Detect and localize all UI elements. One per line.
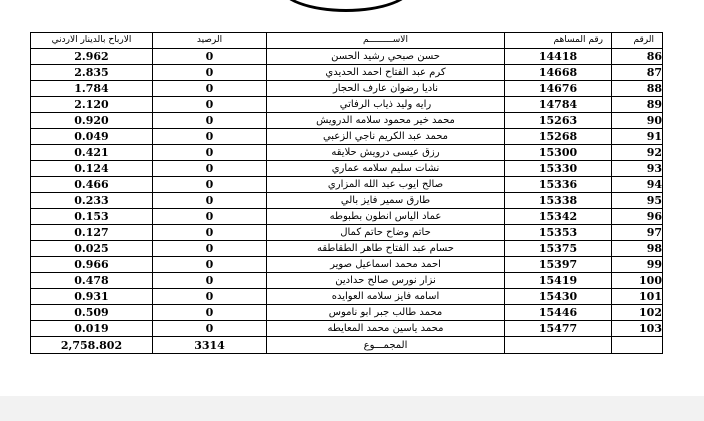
row-profit: 0.127 — [31, 225, 153, 241]
row-number: 14784 — [505, 97, 612, 113]
row-name: اسامه فايز سلامه العوايده — [267, 289, 505, 305]
row-profit: 0.478 — [31, 273, 153, 289]
row-id: 91 — [612, 129, 663, 145]
row-name: نشات سليم سلامه عماري — [267, 161, 505, 177]
row-balance: 0 — [153, 305, 267, 321]
table-row — [31, 225, 663, 241]
row-balance: 0 — [153, 289, 267, 305]
row-number: 15338 — [505, 193, 612, 209]
row-profit: 2.120 — [31, 97, 153, 113]
row-number: 15419 — [505, 273, 612, 289]
header-balance: الرصيد — [153, 33, 267, 49]
row-balance: 0 — [153, 65, 267, 81]
row-balance: 0 — [153, 321, 267, 337]
row-name: صالح ايوب عبد الله المزاري — [267, 177, 505, 193]
row-number: 15353 — [505, 225, 612, 241]
row-name: حسام عبد الفتاح طاهر الطقاطقه — [267, 241, 505, 257]
row-number: 14668 — [505, 65, 612, 81]
row-balance: 0 — [153, 273, 267, 289]
shareholders-table — [30, 32, 663, 354]
row-profit: 0.466 — [31, 177, 153, 193]
row-name: نزار نورس صالح حدادين — [267, 273, 505, 289]
row-name: حاتم وضاح حاتم كمال — [267, 225, 505, 241]
row-number: 14676 — [505, 81, 612, 97]
row-balance: 0 — [153, 193, 267, 209]
row-id: 100 — [612, 273, 663, 289]
row-id: 92 — [612, 145, 663, 161]
row-id: 96 — [612, 209, 663, 225]
row-number: 15397 — [505, 257, 612, 273]
row-name: رايه وليد ذياب الرفاتي — [267, 97, 505, 113]
row-name: حسن صبحي رشيد الحسن — [267, 49, 505, 65]
row-id: 89 — [612, 97, 663, 113]
row-profit: 2.962 — [31, 49, 153, 65]
table-row — [31, 305, 663, 321]
row-profit: 0.124 — [31, 161, 153, 177]
row-balance: 0 — [153, 209, 267, 225]
table-row — [31, 161, 663, 177]
table-row — [31, 209, 663, 225]
header-number: رقم المساهم — [505, 33, 612, 49]
total-balance: 3314 — [153, 337, 267, 354]
row-id: 88 — [612, 81, 663, 97]
total-blank — [505, 337, 612, 354]
row-balance: 0 — [153, 177, 267, 193]
row-name: عماد الياس انطون بطبوطه — [267, 209, 505, 225]
row-id: 93 — [612, 161, 663, 177]
table-row — [31, 273, 663, 289]
row-balance: 0 — [153, 49, 267, 65]
row-name: احمد محمد اسماعيل صوير — [267, 257, 505, 273]
row-balance: 0 — [153, 97, 267, 113]
row-number: 15342 — [505, 209, 612, 225]
row-id: 94 — [612, 177, 663, 193]
row-profit: 0.049 — [31, 129, 153, 145]
row-profit: 0.920 — [31, 113, 153, 129]
row-id: 95 — [612, 193, 663, 209]
row-balance: 0 — [153, 241, 267, 257]
row-id: 98 — [612, 241, 663, 257]
row-balance: 0 — [153, 129, 267, 145]
table-row — [31, 289, 663, 305]
row-balance: 0 — [153, 113, 267, 129]
row-profit: 0.509 — [31, 305, 153, 321]
row-name: محمد خير محمود سلامه الدرويش — [267, 113, 505, 129]
row-number: 15268 — [505, 129, 612, 145]
header-oval — [279, 0, 413, 12]
table-row — [31, 145, 663, 161]
row-name: محمد طالب جبر ابو ناموس — [267, 305, 505, 321]
row-name: طارق سمير فايز بالي — [267, 193, 505, 209]
total-label: المجمـــوع — [267, 337, 505, 354]
header-name: الاســـــــــم — [267, 33, 505, 49]
row-id: 101 — [612, 289, 663, 305]
row-number: 15300 — [505, 145, 612, 161]
row-id: 86 — [612, 49, 663, 65]
header-profit: الارباح بالدينار الاردني — [31, 33, 153, 49]
row-balance: 0 — [153, 257, 267, 273]
row-name: محمد ياسين محمد المعايطه — [267, 321, 505, 337]
table-row — [31, 97, 663, 113]
row-balance: 0 — [153, 161, 267, 177]
row-number: 15263 — [505, 113, 612, 129]
row-number: 15336 — [505, 177, 612, 193]
table-row — [31, 81, 663, 97]
row-balance: 0 — [153, 81, 267, 97]
row-name: رزق عيسى درويش حلايقه — [267, 145, 505, 161]
table-row — [31, 129, 663, 145]
row-profit: 0.966 — [31, 257, 153, 273]
table-row — [31, 49, 663, 65]
row-profit: 0.025 — [31, 241, 153, 257]
row-number: 15375 — [505, 241, 612, 257]
row-name: كرم عبد الفتاح احمد الحديدي — [267, 65, 505, 81]
row-number: 15330 — [505, 161, 612, 177]
table-header-row — [31, 33, 663, 49]
row-profit: 0.233 — [31, 193, 153, 209]
table-row — [31, 241, 663, 257]
row-profit: 0.019 — [31, 321, 153, 337]
table-row — [31, 113, 663, 129]
row-number: 15446 — [505, 305, 612, 321]
row-number: 15477 — [505, 321, 612, 337]
total-blank — [612, 337, 663, 354]
row-balance: 0 — [153, 225, 267, 241]
table-row — [31, 257, 663, 273]
total-row — [31, 337, 663, 354]
table-row — [31, 177, 663, 193]
row-id: 99 — [612, 257, 663, 273]
row-profit: 0.421 — [31, 145, 153, 161]
table-row — [31, 321, 663, 337]
row-id: 90 — [612, 113, 663, 129]
row-id: 103 — [612, 321, 663, 337]
row-id: 97 — [612, 225, 663, 241]
row-id: 87 — [612, 65, 663, 81]
header-id: الرقم — [612, 33, 663, 49]
row-number: 15430 — [505, 289, 612, 305]
table-row — [31, 193, 663, 209]
row-name: ناديا رضوان عارف الحجار — [267, 81, 505, 97]
row-profit: 2.835 — [31, 65, 153, 81]
row-id: 102 — [612, 305, 663, 321]
row-balance: 0 — [153, 145, 267, 161]
row-number: 14418 — [505, 49, 612, 65]
row-profit: 0.153 — [31, 209, 153, 225]
row-name: محمد عبد الكريم ناجي الزعبي — [267, 129, 505, 145]
row-profit: 1.784 — [31, 81, 153, 97]
row-profit: 0.931 — [31, 289, 153, 305]
table-row — [31, 65, 663, 81]
total-profit: 2,758.802 — [31, 337, 153, 354]
